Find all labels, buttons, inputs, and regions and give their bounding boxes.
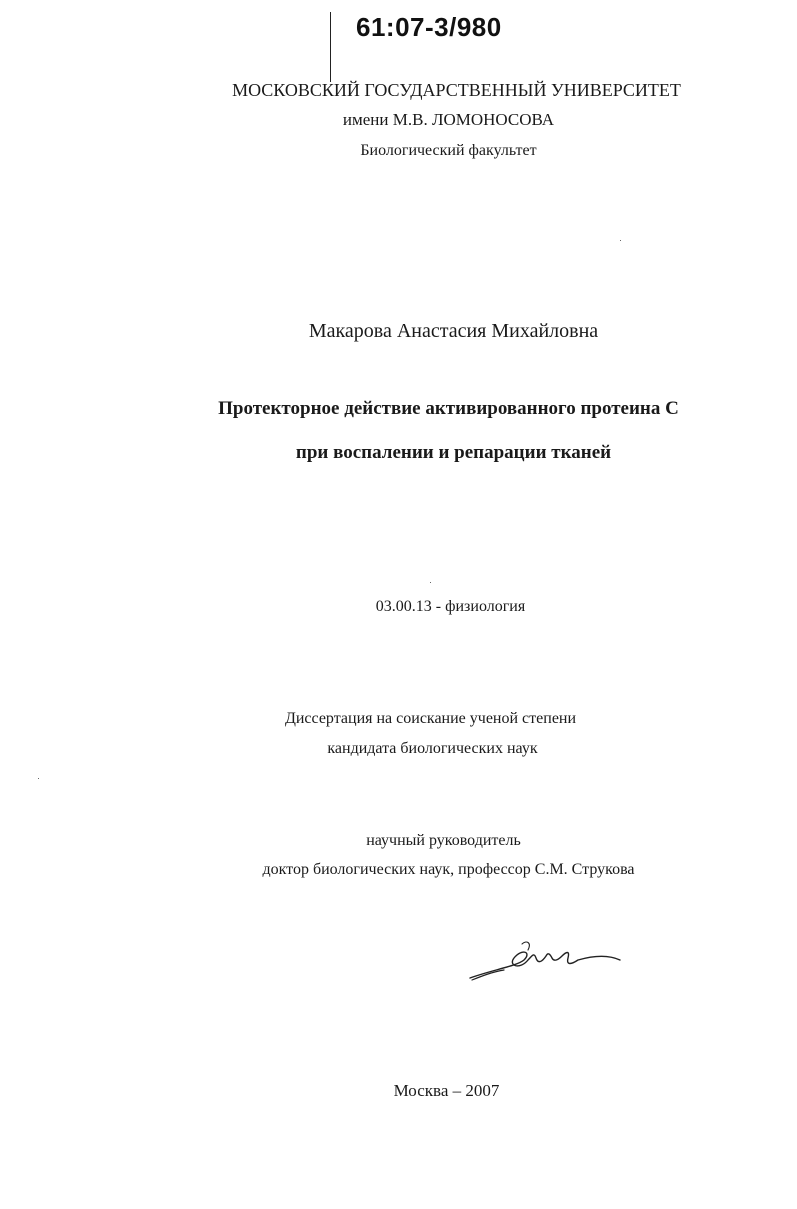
specialty-code: 03.00.13 - физиология [375,598,526,615]
stamp-code: 61:07-3/980 [356,12,502,42]
thesis-title-line-2: при воспалении и репарации тканей [295,442,612,463]
thesis-title-line-1: Протекторное действие активированного протеина С [218,398,679,419]
supervisor-name: доктор биологических наук, профессор С.М. Струкова [262,861,635,878]
university-named-after: имени М.В. ЛОМОНОСОВА [342,110,555,129]
author-name: Макарова Анастасия Михайловна [308,320,599,342]
scan-speck [430,582,431,583]
handwritten-signature [462,930,632,990]
scan-speck [620,240,621,241]
scan-speck [38,778,39,779]
city-year: Москва – 2007 [393,1081,500,1100]
university-name: МОСКОВСКИЙ ГОСУДАРСТВЕННЫЙ УНИВЕРСИТЕТ [232,80,681,100]
supervisor-label: научный руководитель [366,832,521,849]
degree-line-1: Диссертация на соискание ученой степени [284,710,577,727]
degree-line-2: кандидата биологических наук [327,740,538,757]
faculty-name: Биологический факультет [360,142,537,159]
stamp-divider [330,12,331,82]
